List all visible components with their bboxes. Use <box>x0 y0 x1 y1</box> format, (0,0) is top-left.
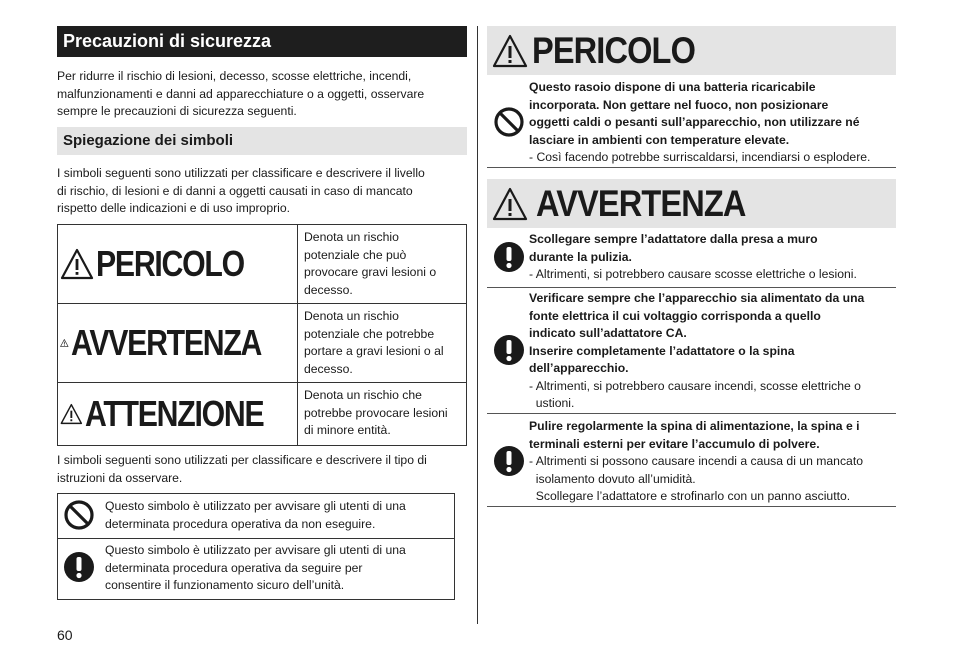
page-number: 60 <box>57 627 73 643</box>
level-word: PERICOLO <box>96 243 244 284</box>
warning-triangle-icon <box>60 327 69 359</box>
warning-item: Verificare sempre che l’apparecchio sia alimentato da una fonte elettrica il cui voltaggio corrisponda a quello indicato sull’adattatore CA. Inserire completamente l’adattatore o la spina dell’apparecchio. - Altrimenti, si potrebbero causare incendi, scosse elettriche o ustioni. <box>487 290 896 412</box>
warning-banner <box>487 179 896 228</box>
symbol-row-mandatory <box>58 539 454 599</box>
level-row-danger <box>58 225 466 304</box>
separator <box>487 287 896 288</box>
mandatory-action-icon <box>493 334 525 366</box>
level-word: ATTENZIONE <box>84 393 264 434</box>
warning-banner-title: AVVERTENZA <box>536 182 746 224</box>
symbol-description: Questo simbolo è utilizzato per avvisare gli utenti di una determinata procedura operativa da non eseguire. <box>105 499 406 531</box>
danger-banner-title: PERICOLO <box>532 29 696 71</box>
level-word: AVVERTENZA <box>70 322 261 363</box>
separator <box>487 167 896 168</box>
danger-banner <box>487 26 896 75</box>
prohibition-icon <box>493 106 525 138</box>
prohibition-icon <box>63 499 95 531</box>
symbol-row-prohibition <box>58 494 454 539</box>
level-row-caution <box>58 383 466 445</box>
level-description: Denota un rischio che potrebbe provocare lesioni di minore entità. <box>304 388 448 438</box>
hazard-levels-table <box>57 224 467 446</box>
warning-triangle-icon <box>60 248 94 280</box>
separator <box>487 506 896 507</box>
column-divider <box>477 26 478 624</box>
separator <box>487 413 896 414</box>
level-row-warning <box>58 304 466 383</box>
subsection-title: Spiegazione dei simboli <box>57 127 467 155</box>
mandatory-action-icon <box>493 241 525 273</box>
section-title: Precauzioni di sicurezza <box>57 26 467 57</box>
level-description: Denota un rischio potenziale che può provocare gravi lesioni o decesso. <box>304 230 437 298</box>
mandatory-action-icon <box>493 445 525 477</box>
warning-triangle-icon <box>492 187 528 221</box>
warning-item: Pulire regolarmente la spina di alimentazione, la spina e i terminali esterni per evitare l’accumulo di polvere. - Altrimenti si possono causare incendi a causa di un mancato isolamento dovuto all’umidità. Scollegare l’adattatore e strofinarlo con un panno asciutto. <box>487 418 896 506</box>
symbol-description: Questo simbolo è utilizzato per avvisare gli utenti di una determinata procedura operativa da seguire per consentire il funzionamento sicuro dell’unità. <box>105 543 406 592</box>
warning-item: Scollegare sempre l’adattatore dalla presa a muro durante la pulizia. - Altrimenti, si potrebbero causare scosse elettriche o lesioni. <box>487 231 896 286</box>
warning-triangle-icon <box>492 34 528 68</box>
intro-paragraph: Per ridurre il rischio di lesioni, decesso, scosse elettriche, incendi, malfunzionamenti e danni ad apparecchiature o a oggetti, osservare sempre le precauzioni di sicurezza seguenti. <box>57 69 425 118</box>
warning-triangle-icon <box>60 398 83 430</box>
danger-item: Questo rasoio dispone di una batteria ricaricabile incorporata. Non gettare nel fuoco, non posizionare oggetti caldi o pesanti sull’apparecchio, non utilizzare né lasciare in ambienti con temperature elevate. - Così facendo potrebbe surriscaldarsi, incendiarsi o esplodere. <box>487 79 896 167</box>
levels-intro-paragraph: I simboli seguenti sono utilizzati per classificare e descrivere il livello di rischio, di lesioni e di danni a oggetti causati in caso di mancato rispetto delle indicazioni e di uso improprio. <box>57 166 425 215</box>
symbols-table <box>57 493 455 600</box>
level-description: Denota un rischio potenziale che potrebbe portare a gravi lesioni o al decesso. <box>304 309 444 377</box>
symbols-intro-paragraph: I simboli seguenti sono utilizzati per classificare e descrivere il tipo di istruzioni da osservare. <box>57 453 427 485</box>
mandatory-action-icon <box>63 551 95 583</box>
